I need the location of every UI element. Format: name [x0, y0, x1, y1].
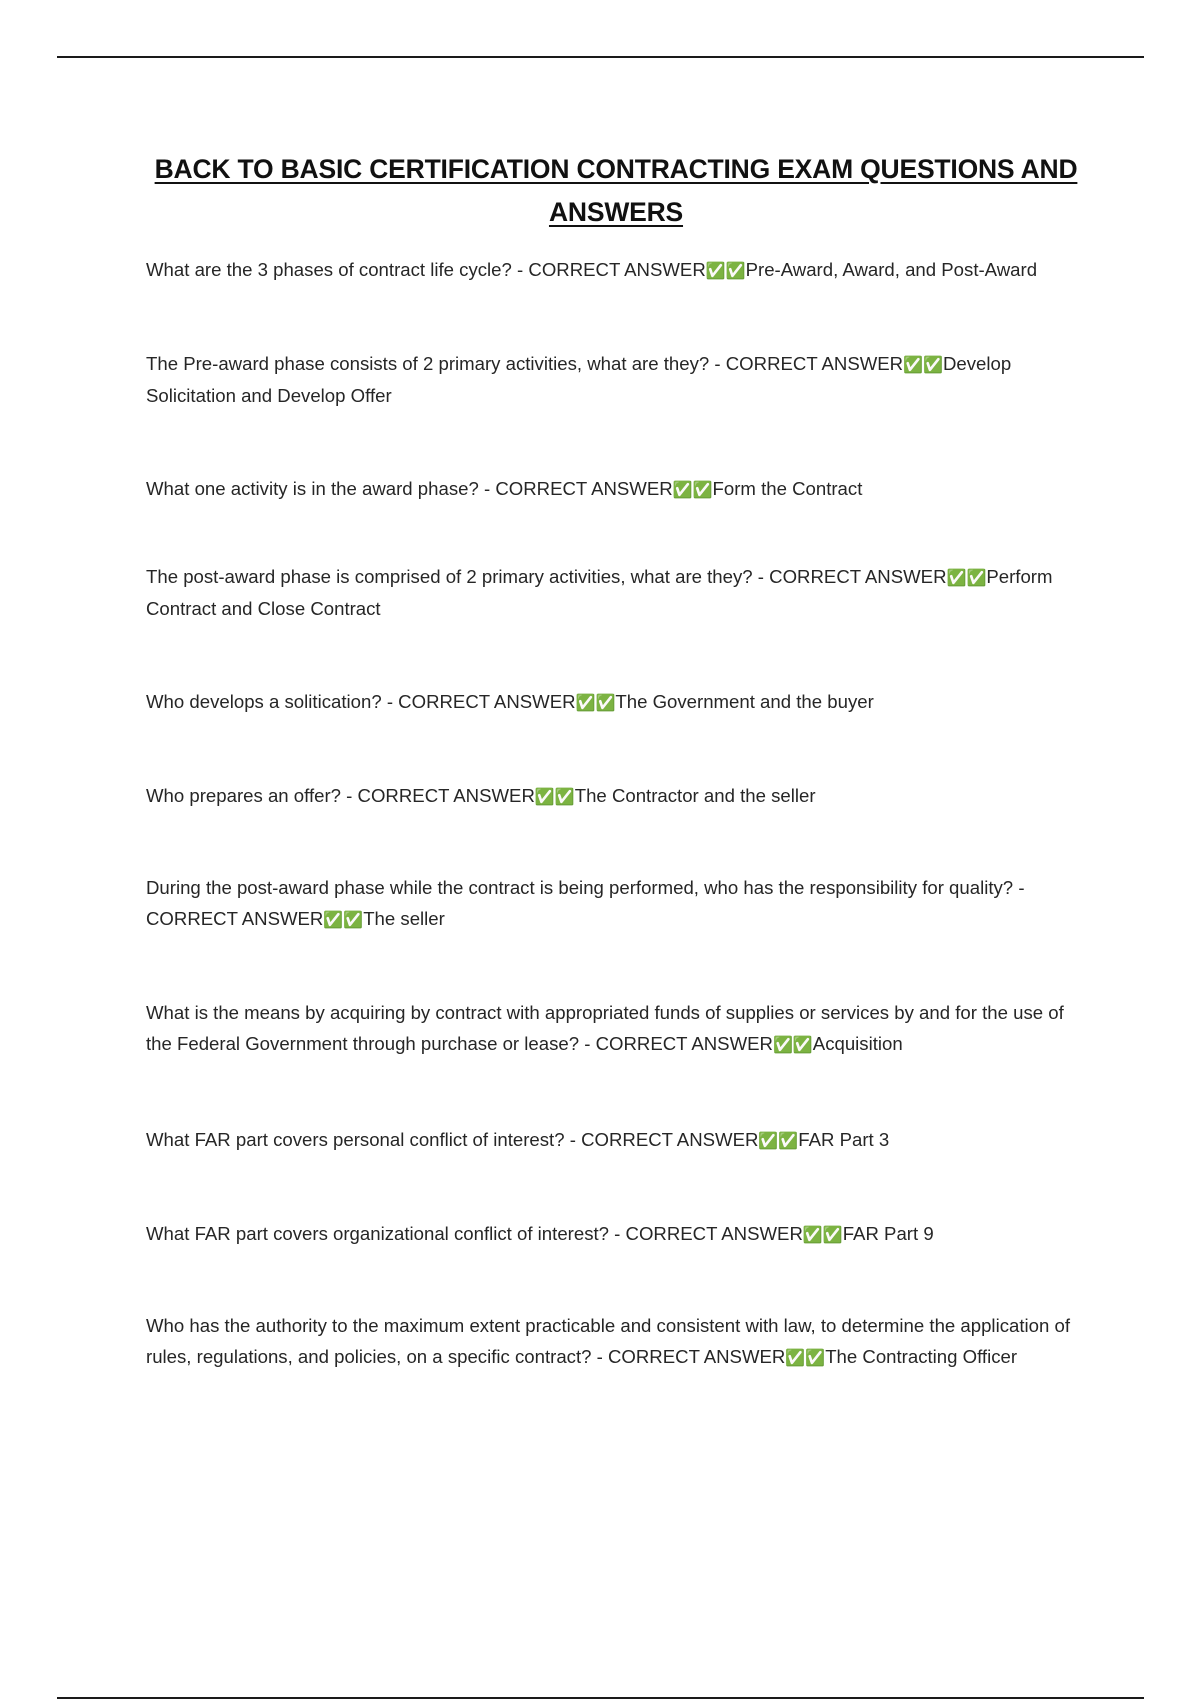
check-marks-icon: ✅✅ — [903, 355, 943, 374]
check-marks-icon: ✅✅ — [758, 1131, 799, 1150]
answer-label: - CORRECT ANSWER — [341, 785, 535, 806]
qa-item — [146, 1310, 1086, 1373]
answer-label: - CORRECT ANSWER — [478, 478, 673, 499]
answer-text: The Contractor and the seller — [574, 785, 816, 806]
answer-text: The Government and the buyer — [615, 691, 874, 712]
question-text: During the post-award phase while the contract is being performed, who has the responsibility for quality? — [146, 877, 1014, 898]
answer-label: - CORRECT ANSWER — [381, 691, 576, 712]
top-divider — [57, 56, 1144, 58]
answer-label: - CORRECT ANSWER — [709, 353, 904, 374]
answer-text: Develop Solicitation and Develop Offer — [146, 353, 1012, 406]
answer-text: The Contracting Officer — [825, 1346, 1018, 1367]
answer-label: - CORRECT ANSWER — [511, 259, 706, 280]
qa-item — [146, 473, 1086, 505]
question-text: The Pre-award phase consists of 2 primary activities, what are they? — [146, 353, 710, 374]
check-marks-icon: ✅✅ — [672, 480, 713, 499]
answer-text: Perform Contract and Close Contract — [146, 566, 1053, 619]
question-text: Who prepares an offer? — [146, 785, 342, 806]
answer-text: FAR Part 3 — [798, 1129, 890, 1150]
answer-label: - CORRECT ANSWER — [591, 1346, 786, 1367]
answer-label: - CORRECT ANSWER — [564, 1129, 759, 1150]
document-body — [146, 148, 1086, 1373]
answer-label: - CORRECT ANSWER — [752, 566, 947, 587]
answer-text: Pre-Award, Award, and Post-Award — [745, 259, 1038, 280]
question-text: Who develops a solitication? — [146, 691, 382, 712]
question-text: What FAR part covers personal conflict of interest? — [146, 1129, 565, 1150]
check-marks-icon: ✅✅ — [772, 1035, 813, 1054]
qa-item — [146, 1124, 1086, 1156]
qa-item — [146, 997, 1086, 1060]
answer-text: FAR Part 9 — [842, 1223, 934, 1244]
qa-item — [146, 1218, 1086, 1250]
answer-label: - CORRECT ANSWER — [146, 877, 1025, 929]
answer-label: - CORRECT ANSWER — [609, 1223, 803, 1244]
qa-item — [146, 254, 1086, 286]
check-marks-icon: ✅✅ — [705, 261, 746, 280]
answer-text: Acquisition — [812, 1033, 903, 1054]
question-text: What FAR part covers organizational conflict of interest? — [146, 1223, 609, 1244]
bottom-divider — [57, 1697, 1144, 1699]
qa-item — [146, 780, 1086, 812]
document-title: BACK TO BASIC CERTIFICATION CONTRACTING EXAM QUESTIONS AND ANSWERS — [154, 154, 1078, 227]
check-marks-icon: ✅✅ — [575, 693, 616, 712]
qa-item — [146, 348, 1086, 411]
check-marks-icon: ✅✅ — [534, 787, 575, 806]
check-marks-icon: ✅✅ — [802, 1225, 843, 1244]
question-text: Who has the authority to the maximum extent practicable and consistent with law, to determine the application of rules, regulations, and policies, on a specific contract? — [146, 1315, 1070, 1367]
check-marks-icon: ✅✅ — [785, 1348, 826, 1367]
qa-item — [146, 686, 1086, 718]
check-marks-icon: ✅✅ — [946, 568, 987, 587]
question-text: What are the 3 phases of contract life cycle? — [146, 259, 512, 280]
qa-item — [146, 561, 1086, 624]
answer-text: The seller — [363, 908, 445, 929]
answer-text: Form the Contract — [712, 478, 863, 499]
check-marks-icon: ✅✅ — [323, 910, 364, 929]
answer-label: - CORRECT ANSWER — [579, 1033, 773, 1054]
question-text: What is the means by acquiring by contract with appropriated funds of supplies or services by and for the use of the Federal Government through purchase or lease? — [146, 1002, 1064, 1054]
qa-item — [146, 872, 1086, 935]
question-text: The post-award phase is comprised of 2 primary activities, what are they? — [146, 566, 753, 587]
question-text: What one activity is in the award phase? — [146, 478, 479, 499]
